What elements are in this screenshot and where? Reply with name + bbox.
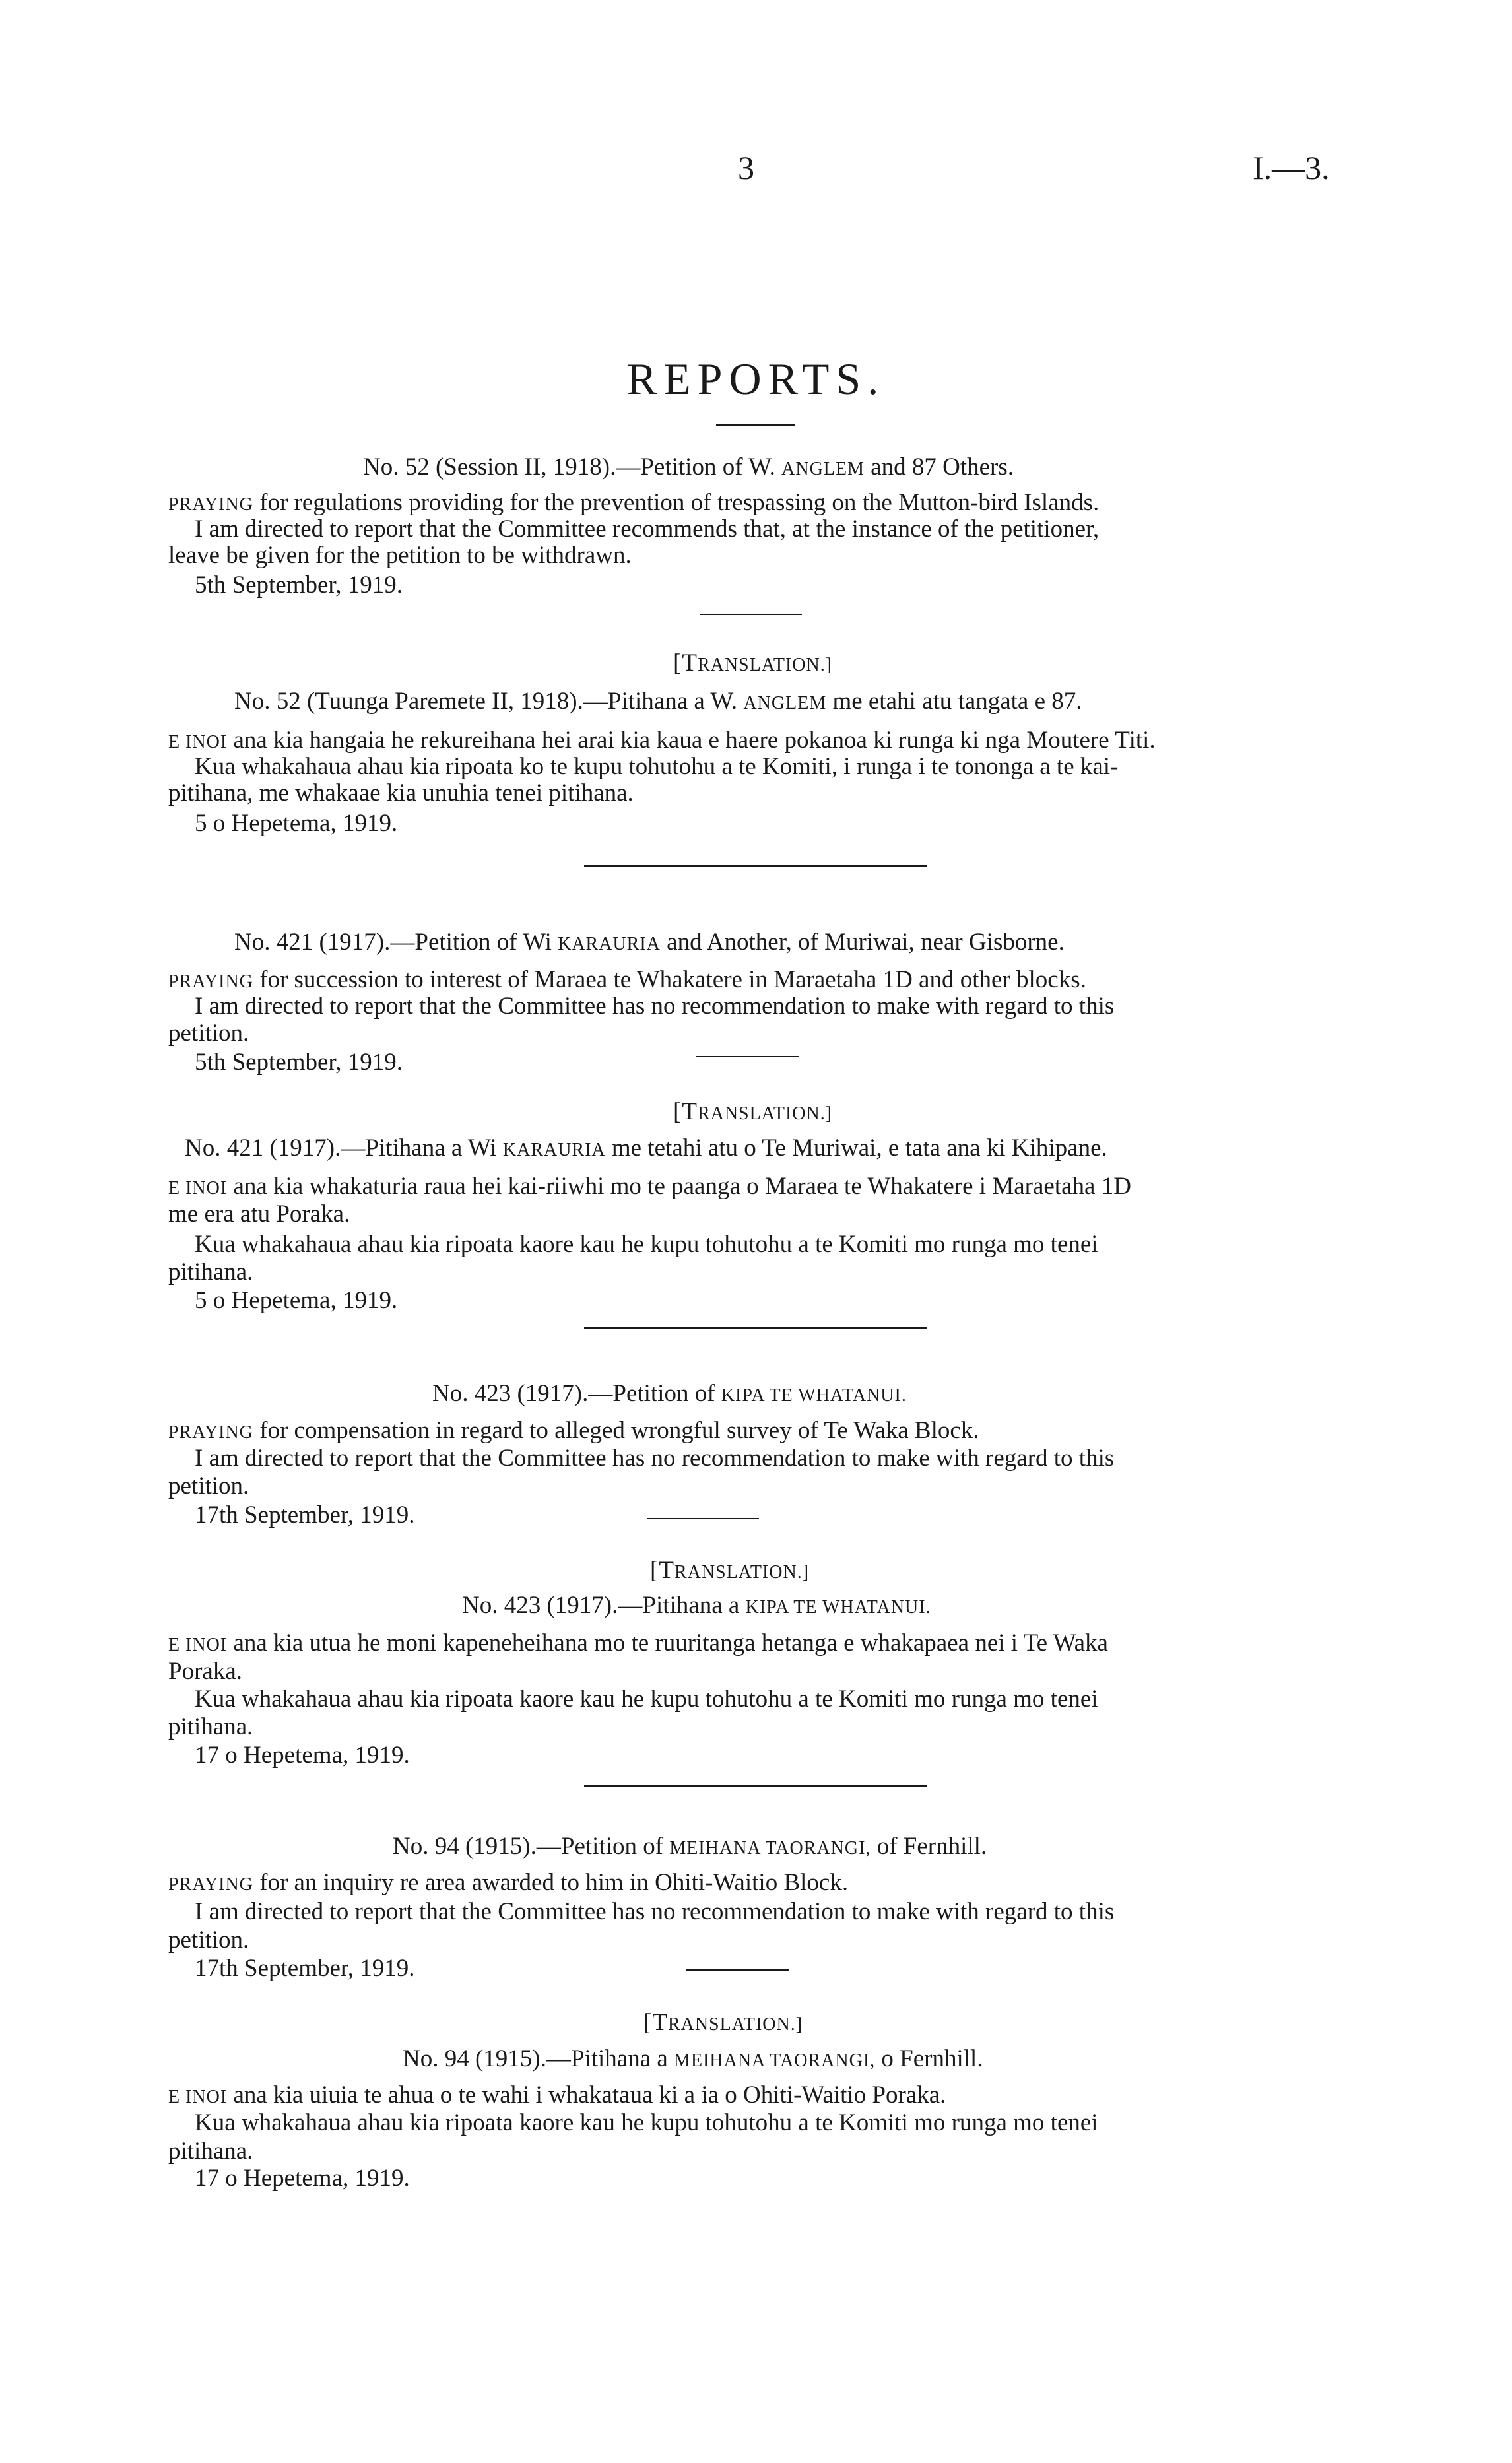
report-date: 5th September, 1919. — [195, 572, 403, 599]
petitioner-name: MEIHANA TAORANGI, — [669, 1838, 871, 1858]
translation-date: 5 o Hepetema, 1919. — [195, 810, 398, 837]
report-line: petition. — [168, 1020, 249, 1047]
report-line: I am directed to report that the Committee has no recommendation to make with regard to this — [195, 1898, 1115, 1925]
separator-rule — [686, 1969, 789, 1971]
inoi-label: E INOI — [168, 732, 228, 752]
praying-label: PRAYING — [168, 1422, 253, 1443]
translation-report-line: Kua whakahaua ahau kia ripoata kaore kau he kupu tohutohu a te Komiti mo runga mo tenei — [195, 1231, 1098, 1258]
petitioner-name: KIPA TE WHATANUI. — [745, 1597, 931, 1618]
inoi-line: E INOI ana kia utua he moni kapeneheihana mo te ruuritanga hetanga e whakapaea nei i Te Waka — [168, 1629, 1108, 1657]
inoi-line: E INOI ana kia hangaia he rekureihana hei arai kia kaua e haere pokanoa ki runga ki nga Moutere Titi. — [168, 727, 1156, 754]
separator-rule — [696, 1056, 799, 1057]
praying-label: PRAYING — [168, 494, 253, 515]
inoi-label: E INOI — [168, 2087, 228, 2107]
translation-report-line: Kua whakahaua ahau kia ripoata ko te kupu tohutohu a te Komiti, i runga i te tononga a te kai- — [195, 753, 1119, 780]
translation-label: [TRANSLATION.] — [650, 1557, 810, 1584]
praying-label: PRAYING — [168, 971, 253, 992]
praying-line: PRAYING for compensation in regard to alleged wrongful survey of Te Waka Block. — [168, 1417, 979, 1444]
translation-report-line: pitihana, me whakaae kia unuhia tenei pitihana. — [168, 779, 634, 806]
translation-report-line: Kua whakahaua ahau kia ripoata kaore kau he kupu tohutohu a te Komiti mo runga mo tenei — [195, 1686, 1098, 1713]
inoi-line: E INOI ana kia uiuia te ahua o te wahi i whakataua ki a ia o Ohiti-Waitio Poraka. — [168, 2082, 946, 2109]
report-date: 17th September, 1919. — [195, 1501, 415, 1528]
petitioner-name: ANGLEM — [781, 459, 865, 479]
section-rule — [584, 865, 927, 867]
separator-rule — [700, 614, 802, 615]
translation-heading: No. 421 (1917).—Pitihana a Wi KARAURIA me tetahi atu o Te Muriwai, e tata ana ki Kihipane. — [185, 1134, 1107, 1162]
report-line: I am directed to report that the Committee has no recommendation to make with regard to this — [195, 993, 1115, 1020]
translation-report-line: Kua whakahaua ahau kia ripoata kaore kau he kupu tohutohu a te Komiti mo runga mo tenei — [195, 2109, 1098, 2136]
inoi-label: E INOI — [168, 1635, 228, 1655]
translation-date: 17 o Hepetema, 1919. — [195, 1742, 410, 1769]
translation-report-line: pitihana. — [168, 1259, 253, 1286]
translation-label: [TRANSLATION.] — [673, 1098, 833, 1125]
petition-heading: No. 421 (1917).—Petition of Wi KARAURIA and Another, of Muriwai, near Gisborne. — [234, 929, 1065, 956]
report-date: 5th September, 1919. — [195, 1049, 403, 1076]
inoi-line: E INOI ana kia whakaturia raua hei kai-riiwhi mo te paanga o Maraea te Whakatere i Maraetaha 1D — [168, 1173, 1131, 1200]
praying-line: PRAYING for regulations providing for the prevention of trespassing on the Mutton-bird Islands. — [168, 489, 1100, 516]
page-title: REPORTS. — [626, 354, 886, 404]
petitioner-name: KARAURIA — [558, 934, 661, 954]
inoi-line: Poraka. — [168, 1658, 242, 1685]
translation-date: 5 o Hepetema, 1919. — [195, 1287, 398, 1314]
petitioner-name: MEIHANA TAORANGI, — [674, 2051, 876, 2071]
translation-label: [TRANSLATION.] — [643, 2009, 803, 2036]
translation-date: 17 o Hepetema, 1919. — [195, 2165, 410, 2192]
inoi-line: me era atu Poraka. — [168, 1200, 350, 1228]
separator-rule — [647, 1518, 759, 1519]
series-number: I.—3. — [1253, 149, 1330, 186]
section-rule — [584, 1327, 927, 1329]
report-line: leave be given for the petition to be withdrawn. — [168, 542, 632, 569]
petition-heading: No. 423 (1917).—Petition of KIPA TE WHATANUI. — [432, 1380, 907, 1407]
translation-report-line: pitihana. — [168, 2138, 253, 2165]
report-date: 17th September, 1919. — [195, 1955, 415, 1982]
translation-report-line: pitihana. — [168, 1713, 253, 1740]
petitioner-name: KIPA TE WHATANUI. — [721, 1385, 907, 1406]
praying-label: PRAYING — [168, 1874, 253, 1895]
translation-heading: No. 52 (Tuunga Paremete II, 1918).—Pitihana a W. ANGLEM me etahi atu tangata e 87. — [234, 688, 1082, 715]
title-rule — [716, 424, 795, 426]
translation-heading: No. 94 (1915).—Pitihana a MEIHANA TAORANGI, o Fernhill. — [403, 2045, 983, 2072]
petitioner-name: KARAURIA — [502, 1140, 606, 1160]
inoi-label: E INOI — [168, 1178, 228, 1199]
petition-heading: No. 52 (Session II, 1918).—Petition of W. ANGLEM and 87 Others. — [363, 453, 1014, 480]
praying-line: PRAYING for succession to interest of Maraea te Whakatere in Maraetaha 1D and other blocks. — [168, 966, 1086, 993]
translation-label: [TRANSLATION.] — [673, 649, 833, 676]
report-line: I am directed to report that the Committee has no recommendation to make with regard to this — [195, 1445, 1115, 1472]
praying-line: PRAYING for an inquiry re area awarded to him in Ohiti-Waitio Block. — [168, 1869, 849, 1896]
page-number: 3 — [738, 149, 754, 186]
report-line: petition. — [168, 1926, 249, 1954]
translation-heading: No. 423 (1917).—Pitihana a KIPA TE WHATANUI. — [462, 1592, 931, 1619]
petitioner-name: ANGLEM — [743, 693, 827, 713]
petition-heading: No. 94 (1915).—Petition of MEIHANA TAORANGI, of Fernhill. — [393, 1833, 987, 1860]
report-line: petition. — [168, 1472, 249, 1499]
report-line: I am directed to report that the Committee recommends that, at the instance of the petitioner, — [195, 515, 1100, 542]
section-rule — [584, 1785, 927, 1787]
